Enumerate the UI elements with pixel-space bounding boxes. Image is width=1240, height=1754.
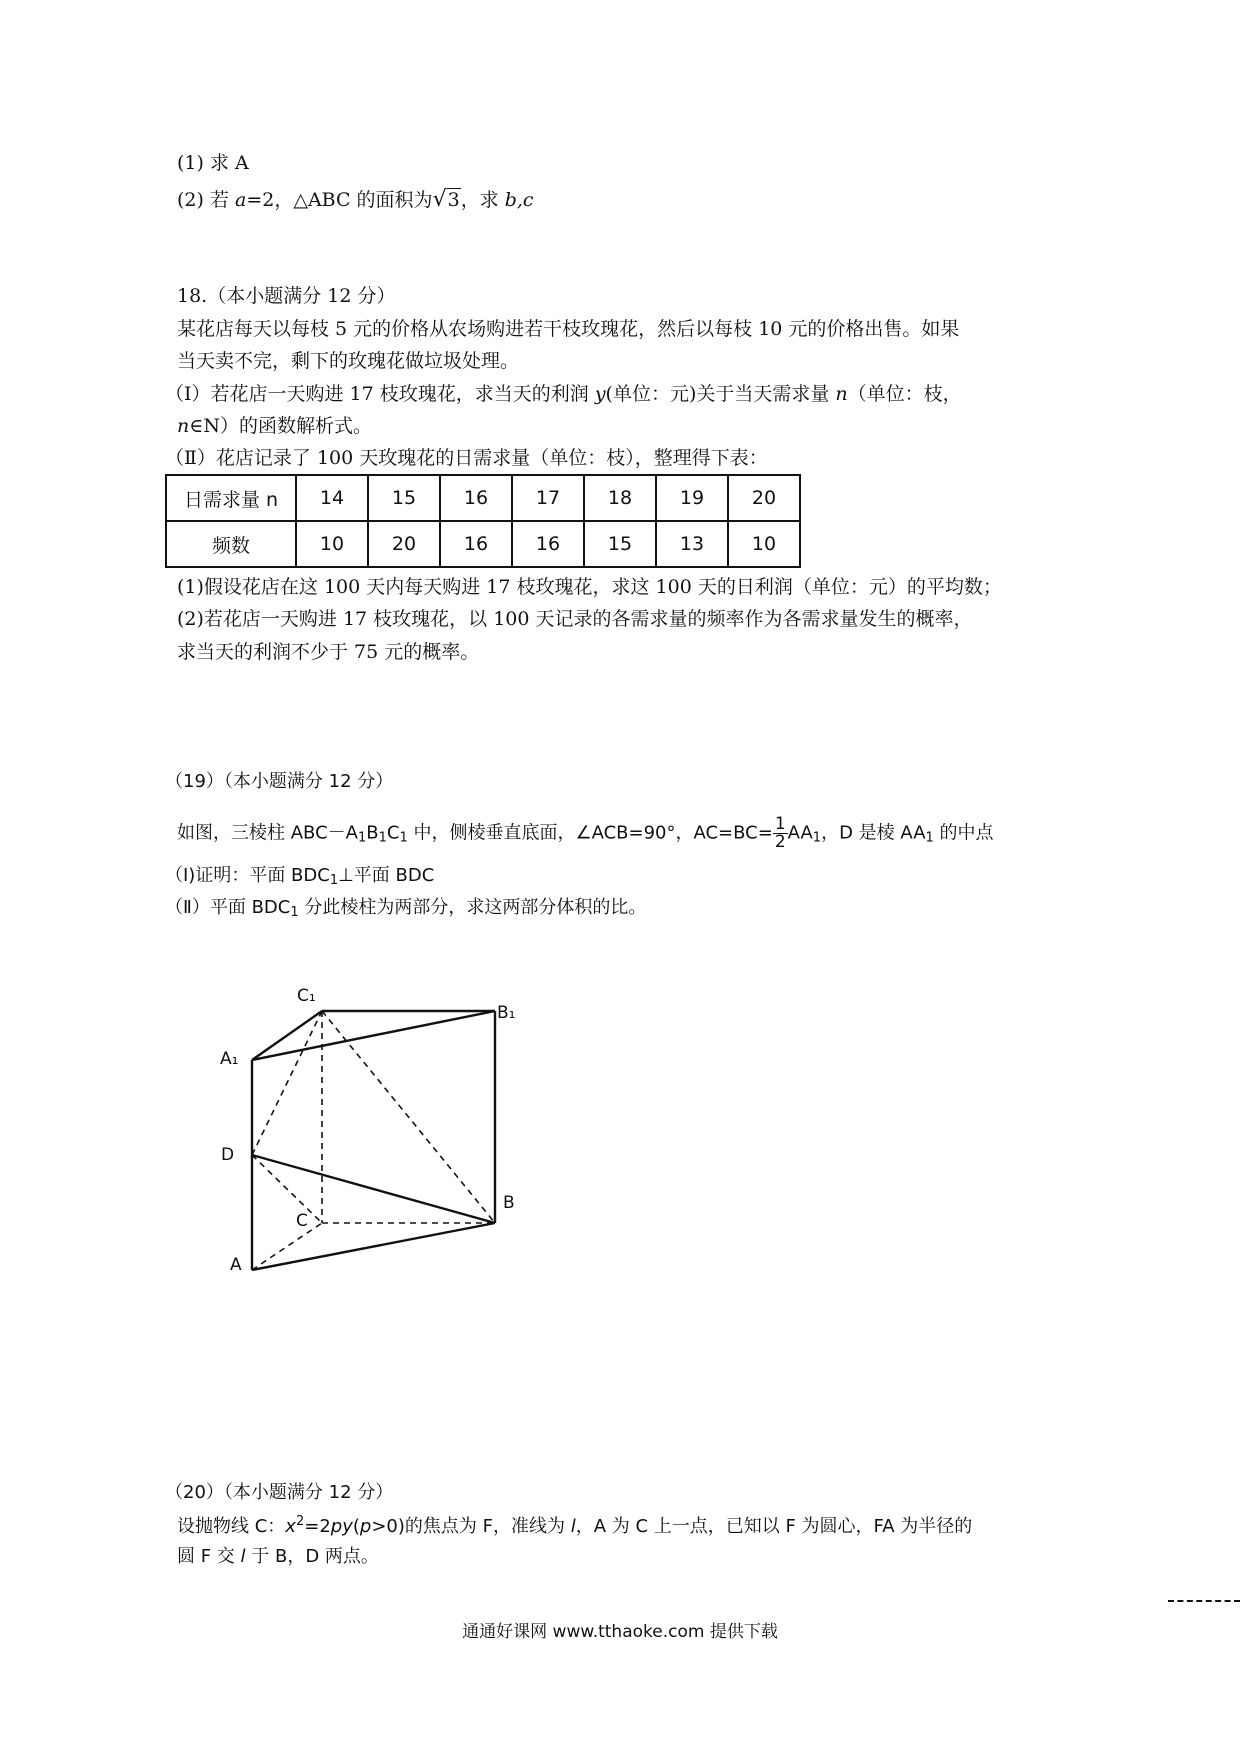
table-cell: 20 xyxy=(368,521,440,567)
q20-line1 xyxy=(177,1514,972,1539)
q18-sub2-line2: 求当天的利润不少于 75 元的概率。 xyxy=(177,641,480,663)
q20-line2 xyxy=(177,1546,379,1569)
table-cell: 18 xyxy=(584,475,656,521)
table-cell: 15 xyxy=(368,475,440,521)
q19-stmt-c: C xyxy=(386,822,400,844)
fraction-denominator: 2 xyxy=(774,832,786,852)
label-b1: B₁ xyxy=(497,1003,516,1023)
q19-part2-a: （Ⅱ）平面 BDC xyxy=(165,897,291,918)
q19-stmt-f: ，D 是棱 AA xyxy=(821,822,926,844)
q20-var-p: p xyxy=(359,1516,372,1537)
q17-part2-text-a: (2) 若 xyxy=(177,189,235,211)
q18-sub1: (1)假设花店在这 100 天内每天购进 17 枝玫瑰花，求这 100 天的日利润（单位：元）的平均数； xyxy=(177,576,1002,598)
page-edge-dashes xyxy=(1168,1600,1240,1602)
q20-line2-b: 于 B，D 两点。 xyxy=(245,1546,379,1567)
edge-c1-b xyxy=(322,1011,495,1223)
q20-header: （20）（本小题满分 12 分） xyxy=(165,1482,394,1503)
prism-solid-edges xyxy=(252,1011,495,1270)
q19-header: （19）（本小题满分 12 分） xyxy=(165,771,394,792)
q20-var-l: l xyxy=(570,1516,576,1537)
edge-c1-d xyxy=(252,1011,322,1155)
table-cell: 10 xyxy=(728,521,800,567)
q20-var-x: x xyxy=(285,1516,296,1537)
q18-header: 18.（本小题满分 12 分） xyxy=(177,285,396,307)
q19-stmt-e: AA xyxy=(787,822,813,844)
label-d: D xyxy=(221,1145,235,1165)
q18-var-y: y xyxy=(594,383,606,405)
table-cell: 16 xyxy=(440,475,512,521)
q18-part1-text-a: （Ⅰ）若花店一天购进 17 枝玫瑰花，求当天的利润 xyxy=(165,383,595,405)
label-a1: A₁ xyxy=(220,1049,239,1069)
table-cell: 19 xyxy=(656,475,728,521)
q20-line1-c: ( xyxy=(352,1516,360,1537)
table-cell: 10 xyxy=(296,521,368,567)
q17-part1-text: (1) 求 A xyxy=(177,152,249,174)
table-header-demand: 日需求量 n xyxy=(166,475,296,521)
q20-line1-b: =2 xyxy=(304,1516,331,1537)
q18-part2: （Ⅱ）花店记录了 100 天玫瑰花的日需求量（单位：枝），整理得下表： xyxy=(165,447,768,469)
table-header-frequency: 频数 xyxy=(166,521,296,567)
q20-line1-a: 设抛物线 C： xyxy=(177,1516,286,1537)
label-c1: C₁ xyxy=(297,986,316,1006)
table-cell: 15 xyxy=(584,521,656,567)
q20-line1-d: >0)的焦点为 F，准线为 xyxy=(371,1516,571,1537)
table-cell: 16 xyxy=(512,521,584,567)
q17-var-a: a xyxy=(235,189,247,211)
q20-var-py: py xyxy=(330,1516,353,1537)
table-cell: 16 xyxy=(440,521,512,567)
q18-part1-text-c: （单位：枝， xyxy=(847,383,962,405)
subscript: 1 xyxy=(290,905,299,920)
label-a: A xyxy=(230,1255,242,1275)
q18-var-n: n xyxy=(835,383,848,405)
q19-part1-a: （Ⅰ)证明：平面 BDC xyxy=(165,865,330,886)
q19-stmt-a: 如图，三棱柱 ABC－A xyxy=(177,822,358,844)
q18-part1-line2-text: ∈N）的函数解析式。 xyxy=(189,415,372,437)
fraction-numerator: 1 xyxy=(774,814,786,834)
q18-intro-line2: 当天卖不完，剩下的玫瑰花做垃圾处理。 xyxy=(177,350,520,372)
q19-stmt-g: 的中点 xyxy=(933,822,994,844)
table-cell: 14 xyxy=(296,475,368,521)
q17-part2-text-b: =2，△ABC 的面积为 xyxy=(246,189,433,211)
table-cell: 17 xyxy=(512,475,584,521)
q19-stmt-d: 中，侧棱垂直底面，∠ACB=90°，AC=BC= xyxy=(407,822,773,844)
q18-intro-line1: 某花店每天以每枝 5 元的价格从农场购进若干枝玫瑰花，然后以每枝 10 元的价格出售。如果 xyxy=(177,318,960,340)
subscript: 1 xyxy=(357,830,367,846)
sqrt-expression: √3 xyxy=(432,187,460,212)
label-c: C xyxy=(296,1211,308,1231)
label-b: B xyxy=(503,1193,515,1213)
subscript: 1 xyxy=(925,830,934,846)
table-cell: 20 xyxy=(728,475,800,521)
subscript: 1 xyxy=(399,830,408,846)
q17-part2-text-c: ，求 xyxy=(460,189,505,211)
q19-stmt-b: B xyxy=(366,822,379,844)
q20-var-l2: l xyxy=(240,1546,246,1567)
edge-d-b xyxy=(252,1155,495,1223)
subscript: 1 xyxy=(329,873,339,888)
q18-sub2-line1: (2)若花店一天购进 17 枝玫瑰花，以 100 天记录的各需求量的频率作为各需求量发生的概率， xyxy=(177,608,973,630)
q20-line1-e: ，A 为 C 上一点，已知以 F 为圆心，FA 为半径的 xyxy=(575,1516,973,1537)
q18-var-n2: n xyxy=(177,415,190,437)
q19-part2-b: 分此棱柱为两部分，求这两部分体积的比。 xyxy=(298,897,647,918)
table-cell: 13 xyxy=(656,521,728,567)
subscript: 1 xyxy=(378,830,387,846)
sqrt-radicand: 3 xyxy=(447,189,460,211)
page-footer: 通通好课网 www.tthaoke.com 提供下载 xyxy=(462,1622,778,1642)
q20-line2-a: 圆 F 交 xyxy=(177,1546,241,1567)
subscript: 1 xyxy=(812,830,822,846)
superscript: 2 xyxy=(295,1514,305,1529)
q17-vars-bc: b,c xyxy=(504,189,534,211)
edge-a-b xyxy=(252,1223,495,1270)
q19-part1-b: ⊥平面 BDC xyxy=(338,865,435,886)
q18-part1-text-b: (单位：元)关于当天需求量 xyxy=(605,383,836,405)
